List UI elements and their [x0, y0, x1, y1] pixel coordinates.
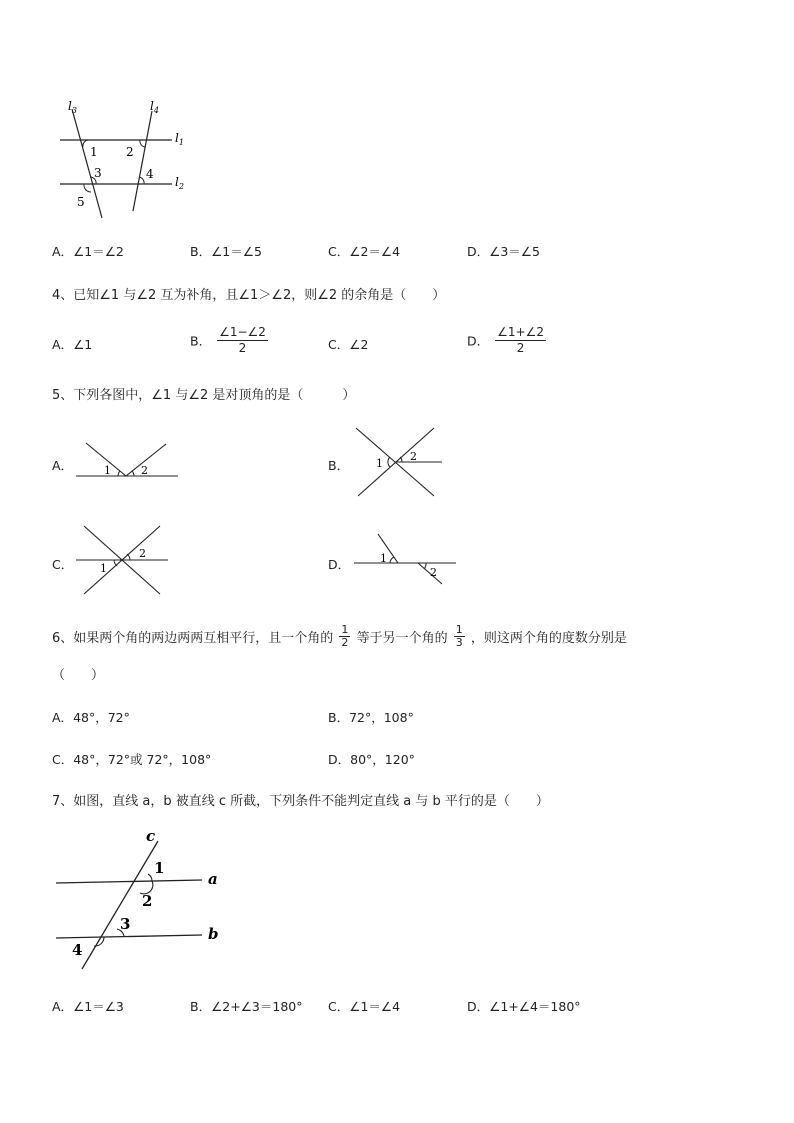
q5-option-c[interactable]: C．	[52, 557, 74, 572]
q5-stem: 5、下列各图中，∠1 与∠2 是对顶角的是（ ）	[52, 388, 356, 403]
q5-figure-d	[352, 532, 462, 587]
q6-stem-line2: （ ）	[52, 668, 105, 683]
label-l4: $l_4$	[150, 99, 159, 115]
q4-option-d[interactable]: D． $\frac{\angle 1+\angle 2}{2}$	[467, 325, 544, 355]
q5-figure-c	[76, 524, 176, 599]
q5b-label-1: 1	[376, 457, 383, 470]
q6-option-a[interactable]: A．48°，72°	[52, 710, 130, 725]
transversal-figure-q7	[52, 825, 232, 975]
q4-stem: 4、已知∠1 与∠2 互为补角，且∠1＞∠2，则∠2 的余角是（ ）	[52, 288, 446, 303]
fraction-b: $\frac{\angle 1-\angle 2}{2}$	[219, 325, 266, 355]
angle-label-1: 1	[90, 145, 98, 159]
angle-label-5: 5	[77, 195, 85, 209]
angle-label-3: 3	[120, 915, 131, 933]
label-l2: $l_2$	[175, 175, 184, 191]
angle-arc-1	[83, 140, 88, 147]
angle-label-3: 3	[94, 166, 102, 180]
q6-option-b[interactable]: B．72°，108°	[328, 710, 414, 725]
q7-option-a[interactable]: A．∠1＝∠3	[52, 999, 124, 1014]
q5b-label-2: 2	[410, 450, 417, 463]
label-l3: $l_3$	[68, 99, 77, 115]
label-a: a	[208, 870, 218, 888]
q4-option-a[interactable]: A．∠1	[52, 337, 93, 352]
q4-option-b[interactable]: B． $\frac{\angle 1-\angle 2}{2}$	[190, 325, 266, 355]
line-a	[56, 880, 202, 883]
q5d-label-2: 2	[430, 566, 437, 579]
angle-arc-2	[140, 140, 145, 147]
label-l1: $l_1$	[175, 131, 184, 147]
q5c-label-2: 2	[139, 547, 146, 560]
q5-option-a[interactable]: A．	[52, 458, 74, 473]
label-b: b	[208, 925, 219, 943]
q6-option-d[interactable]: D．80°，120°	[328, 752, 415, 767]
q5c-label-1: 1	[100, 562, 107, 575]
q5-figure-b	[352, 426, 452, 501]
q6-stem-line1: 6、如果两个角的两边两两互相平行，且一个角的 $\frac{1}{2}$ 等于另一个角的 $\frac{1}{3}$ ，则这两个角的度数分别是	[52, 623, 627, 649]
q5-option-d[interactable]: D．	[328, 557, 351, 572]
angle-arc-5	[84, 184, 91, 192]
label-c: c	[146, 827, 156, 845]
q5d-label-1: 1	[380, 552, 387, 565]
angle-label-4: 4	[72, 941, 83, 959]
line-l4	[133, 111, 152, 211]
q5a-label-2: 2	[141, 464, 148, 477]
q7-stem: 7、如图，直线 a，b 被直线 c 所截，下列条件不能判定直线 a 与 b 平行的是（ ）	[52, 794, 549, 809]
q3-option-b[interactable]: B．∠1＝∠5	[190, 244, 262, 259]
line-b	[56, 935, 202, 938]
q7-option-d[interactable]: D．∠1+∠4＝180°	[467, 999, 581, 1014]
q7-option-c[interactable]: C．∠1＝∠4	[328, 999, 401, 1014]
fraction-one-half: $\frac{1}{2}$	[341, 623, 349, 649]
angle-label-4: 4	[146, 167, 154, 181]
q5-figure-a	[74, 440, 184, 485]
q3-option-c[interactable]: C．∠2＝∠4	[328, 244, 401, 259]
q3-option-a[interactable]: A．∠1＝∠2	[52, 244, 124, 259]
fraction-one-third: $\frac{1}{3}$	[455, 623, 463, 649]
angle-label-2: 2	[126, 145, 134, 159]
q7-option-b[interactable]: B．∠2+∠3＝180°	[190, 999, 303, 1014]
q5-option-b[interactable]: B．	[328, 458, 350, 473]
angle-label-1: 1	[154, 859, 165, 877]
q3-option-d[interactable]: D．∠3＝∠5	[467, 244, 540, 259]
angle-label-2: 2	[142, 892, 153, 910]
q4-option-c[interactable]: C．∠2	[328, 337, 369, 352]
q5a-label-1: 1	[104, 464, 111, 477]
q6-option-c[interactable]: C．48°，72°或 72°，108°	[52, 752, 212, 767]
parallel-lines-figure-q3	[50, 95, 190, 225]
fraction-d: $\frac{\angle 1+\angle 2}{2}$	[497, 325, 544, 355]
